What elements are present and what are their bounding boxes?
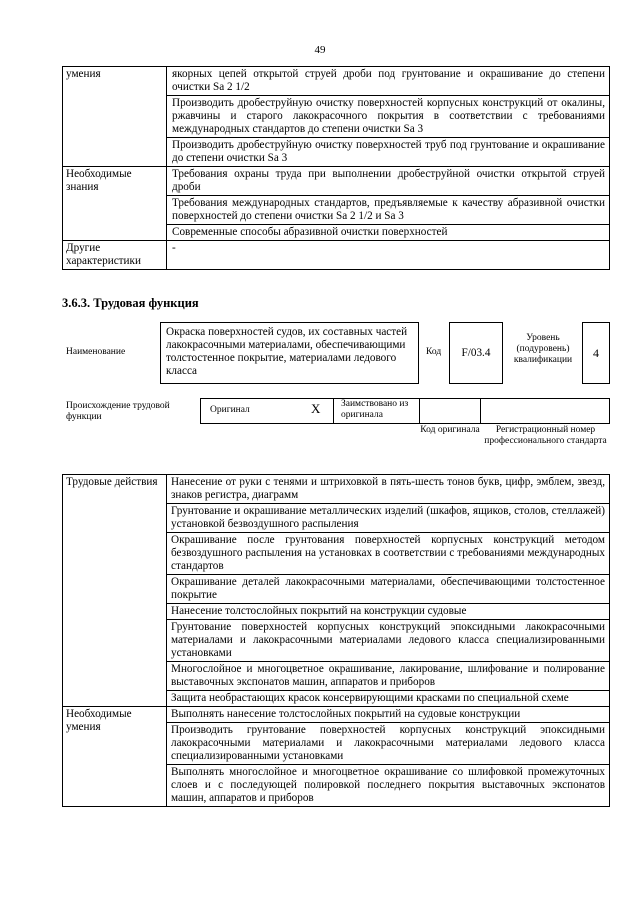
table-row xyxy=(63,475,610,504)
row-label: Другие характеристики xyxy=(63,241,167,270)
table-cell: Грунтование поверхностей корпусных конструкций эпоксидными лакокрасочными материалами и лакокрасочными материалами ледового класса специализированными установками xyxy=(167,620,610,662)
table-row xyxy=(63,67,610,96)
code-label: Код xyxy=(426,347,442,357)
table-row xyxy=(63,167,610,196)
section-heading: 3.6.3. Трудовая функция xyxy=(62,296,199,310)
row-label: Необходимые умения xyxy=(63,707,167,807)
borrowed-label: Заимствовано из оригинала xyxy=(341,399,409,420)
bottom-table xyxy=(62,474,610,807)
table-cell: Выполнять нанесение толстослойных покрытий на судовые конструкции xyxy=(167,707,610,723)
row-label: Трудовые действия xyxy=(63,475,167,707)
table-cell: Нанесение толстослойных покрытий на конструкции судовые xyxy=(167,604,610,620)
row-label: Необходимые знания xyxy=(63,167,167,241)
table-row xyxy=(63,707,610,723)
table-cell: Защита необрастающих красок консервирующими красками по специальной схеме xyxy=(167,691,610,707)
original-label: Оригинал xyxy=(210,405,250,415)
code-value: F/03.4 xyxy=(449,322,503,384)
table-cell: Производить грунтование поверхностей корпусных конструкций эпоксидными лакокрасочными материалами и лакокрасочными материалами ледового класса специализированными установками xyxy=(167,723,610,765)
table-cell: Нанесение от руки с тенями и штриховкой в пять-шесть тонов букв, цифр, эмблем, звезд, знаков регистра, диаграмм xyxy=(167,475,610,504)
table-cell: Окрашивание после грунтования поверхностей корпусных конструкций методом безвоздушного распыления на установках в соответствии с требованиями международных стандартов xyxy=(167,533,610,575)
table-cell: Требования охраны труда при выполнении дробеструйной очистки открытой струей дроби xyxy=(167,167,610,196)
table-cell: якорных цепей открытой струей дроби под грунтование и окрашивание до степени очистки Sa 2 1/2 xyxy=(167,67,610,96)
table-cell: Производить дробеструйную очистку поверхностей труб под грунтование и окрашивание до степени очистки Sa 3 xyxy=(167,138,610,167)
code-original-caption: Код оригинала xyxy=(420,425,480,435)
table-cell: - xyxy=(167,241,610,270)
table-cell: Требования международных стандартов, предъявляемые к качеству абразивной очистки поверхностей до степени очистки Sa 2 1/2 и Sa 3 xyxy=(167,196,610,225)
level-label: Уровень (подуровень) квалификации xyxy=(513,333,573,365)
top-table xyxy=(62,66,610,270)
table-cell: Современные способы абразивной очистки поверхностей xyxy=(167,225,610,241)
table-row xyxy=(63,241,610,270)
table-cell: Окрашивание деталей лакокрасочными материалами, обеспечивающими толстостенное покрытие xyxy=(167,575,610,604)
page-number: 49 xyxy=(314,44,326,56)
code-original-cell xyxy=(419,398,481,424)
table-cell: Многослойное и многоцветное окрашивание, лакирование, шлифование и полирование выставочных экспонатов машин, аппаратов и приборов xyxy=(167,662,610,691)
table-cell: Производить дробеструйную очистку поверхностей корпусных конструкций от окалины, ржавчины и старого лакокрасочного покрытия в соответствии с требованиями международных стандартов до степени очистки Sa 3 xyxy=(167,96,610,138)
table-cell: Выполнять многослойное и многоцветное окрашивание со шлифовкой промежуточных слоев и с последующей полировкой последнего покрытия выставочных экспонатов машин, аппаратов и приборов xyxy=(167,765,610,807)
table-cell: Грунтование и окрашивание металлических изделий (шкафов, ящиков, столов, стеллажей) установкой безвоздушного распыления xyxy=(167,504,610,533)
name-label: Наименование xyxy=(66,347,126,357)
origin-label: Происхождение трудовой функции xyxy=(66,401,170,422)
registration-cell xyxy=(480,398,610,424)
original-mark: X xyxy=(311,401,321,416)
row-label: умения xyxy=(63,67,167,167)
level-value: 4 xyxy=(582,322,610,384)
name-value: Окраска поверхностей судов, их составных частей лакокрасочными материалами, обеспечивающими толстостенное покрытие, материалами ледового класса xyxy=(160,322,419,384)
registration-caption: Регистрационный номер профессионального стандарта xyxy=(484,425,607,446)
